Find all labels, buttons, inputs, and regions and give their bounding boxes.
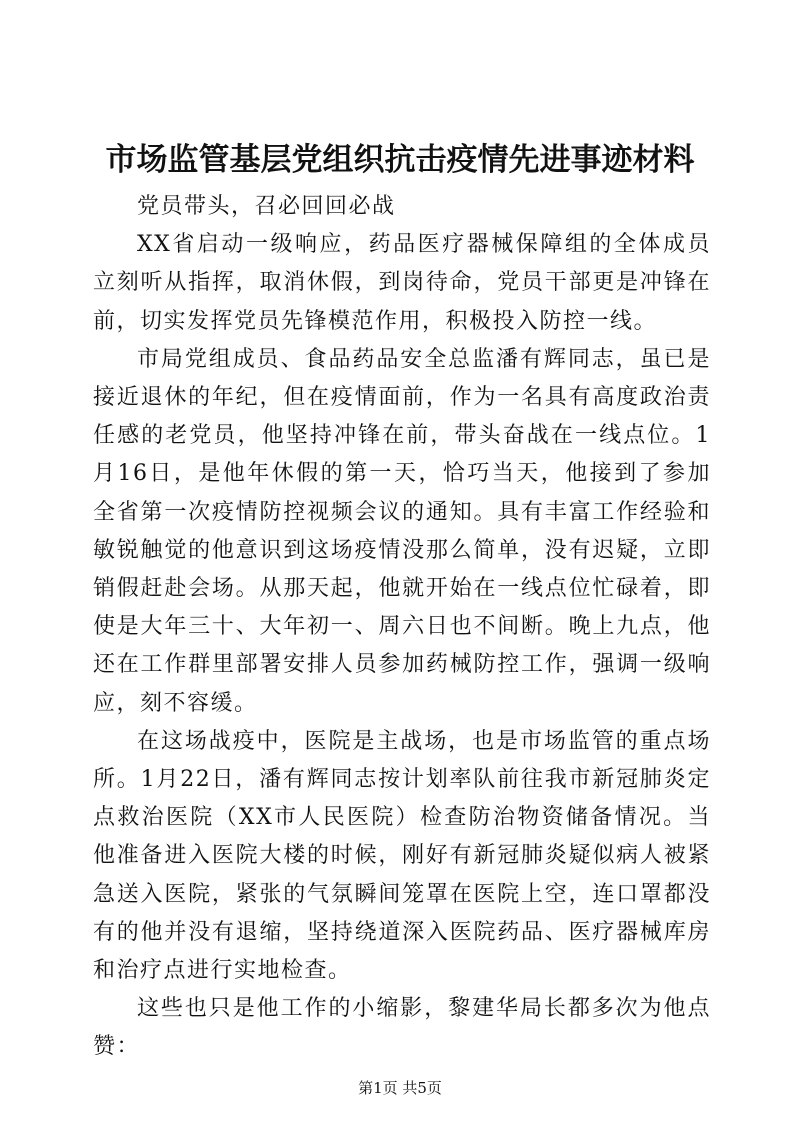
document-body (93, 188, 711, 1067)
paragraph: XX省启动一级响应，药品医疗器械保障组的全体成员立刻听从指挥，取消休假，到岗待命，党员干部更是冲锋在前，切实发挥党员先锋模范作用，积极投入防控一线。 (93, 232, 711, 334)
paragraph: 市局党组成员、食品药品安全总监潘有辉同志，虽已是接近退休的年纪，但在疫情面前，作为一名具有高度政治责任感的老党员，他坚持冲锋在前，带头奋战在一线点位。1月16日，是他年休假的第一天，恰巧当天，他接到了参加全省第一次疫情防控视频会议的通知。具有丰富工作经验和敏锐触觉的他意识到这场疫情没那么简单，没有迟疑，立即销假赶赴会场。从那天起，他就开始在一线点位忙碌着，即使是大年三十、大年初一、周六日也不间断。晚上九点，他还在工作群里部署安排人员参加药械防控工作，强调一级响应，刻不容缓。 (93, 346, 711, 716)
document-title: 市场监管基层党组织抗击疫情先进事迹材料 (105, 142, 695, 178)
page-footer: 第1页 共5页 (358, 1079, 442, 1097)
paragraph-heading: 党员带头，召必回回必战 (137, 194, 396, 219)
paragraph: 在这场战疫中，医院是主战场，也是市场监管的重点场所。1月22日，潘有辉同志按计划率队前往我市新冠肺炎定点救治医院（XX市人民医院）检查防治物资储备情况。当他准备进入医院大楼的时候，刚好有新冠肺炎疑似病人被紧急送入医院，紧张的气氛瞬间笼罩在医院上空，连口罩都没有的他并没有退缩，坚持绕道深入医院药品、医疗器械库房和治疗点进行实地检查。 (93, 728, 711, 984)
paragraph: 这些也只是他工作的小缩影，黎建华局长都多次为他点赞： (93, 996, 711, 1060)
